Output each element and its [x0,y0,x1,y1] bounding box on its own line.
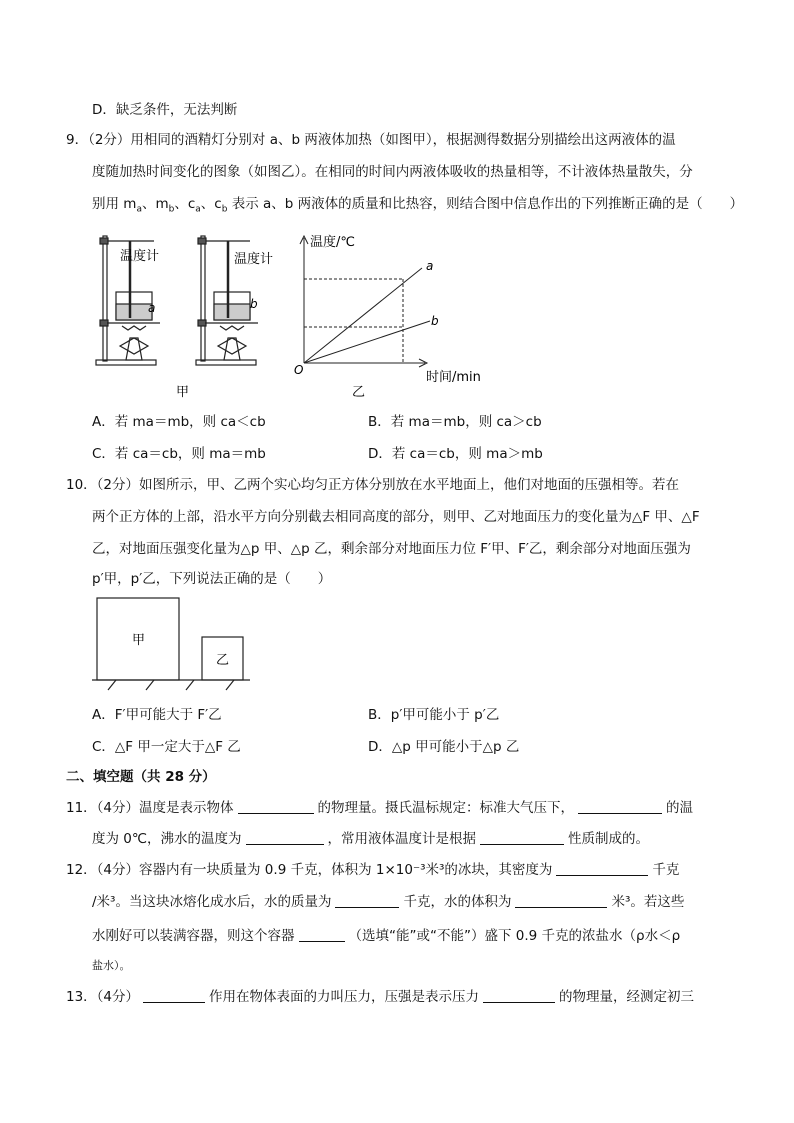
q13-blank-2[interactable] [483,988,555,1003]
q10-option-c: C．△F 甲一定大于△F 乙 [92,739,241,755]
q8-option-d: D．缺乏条件，无法判断 [92,102,238,118]
cube-yi-label: 乙 [216,653,230,668]
q9-option-a: A．若 ma＝mb，则 ca＜cb [92,414,266,430]
q13-blank-1[interactable] [143,988,205,1003]
q10-line-3: 乙，对地面压强变化量为△p 甲、△p 乙，剩余部分对地面压力位 F′甲、F′乙，剩余部分对地面压强为 [92,541,691,557]
thermometer-label-b: 温度计 [234,252,274,267]
q11-line-1: 11．（4分）温度是表示物体 的物理量。摄氏温标规定：标准大气压下， 的温 [66,800,694,816]
q10-line-4: p′甲，p′乙，下列说法正确的是（ ） [92,571,332,587]
q10-option-a: A．F′甲可能大于 F′乙 [92,707,222,723]
q12-line-2: /米³。当这块冰熔化成水后，水的质量为 千克，水的体积为 米³。若这些 [92,894,685,910]
line-a-label: a [426,259,434,273]
y-axis-label: 温度/℃ [310,235,355,250]
q13-line-1: 13．（4分） 作用在物体表面的力叫压力，压强是表示压力 的物理量，经测定初三 [66,989,695,1005]
q11-blank-4[interactable] [480,830,564,845]
q12-blank-4[interactable] [299,927,345,942]
q9-line-1: 9．（2分）用相同的酒精灯分别对 a、b 两液体加热（如图甲），根据测得数据分别描绘出这两液体的温 [66,132,676,148]
q10-line-1: 10．（2分）如图所示，甲、乙两个实心均匀正方体分别放在水平地面上，他们对地面的压强相等。若在 [66,477,680,493]
q9-option-d: D．若 ca＝cb，则 ma＞mb [368,446,543,462]
liquid-b-label: b [250,297,258,311]
line-a [304,268,422,363]
q12-blank-3[interactable] [515,893,607,908]
q12-blank-1[interactable] [556,861,648,876]
q9-figure [90,226,500,404]
q10-figure [92,596,252,696]
q12-line-4: 盐水）。 [92,959,131,972]
temperature-time-graph [300,236,430,367]
q10-option-b: B．p′甲可能小于 p′乙 [368,707,500,723]
q9-line-2: 度随加热时间变化的图象（如图乙）。在相同的时间内两液体吸收的热量相等，不计液体热量散失，分 [92,164,693,180]
q11-line-2: 度为 0℃，沸水的温度为 ，常用液体温度计是根据 性质制成的。 [92,831,650,847]
q9-line-3: 别用 $m_a$、$m_b$、$c_a$、$c_b$ 表示 a、b 两液体的质量和比热容，则结合图中信息作出的下列推断正确的是（ ） [92,196,744,215]
q10-option-d: D．△p 甲可能小于△p 乙 [368,739,520,755]
cube-jia-label: 甲 [132,633,146,648]
q12-blank-2[interactable] [335,893,399,908]
q9-option-c: C．若 ca＝cb，则 ma＝mb [92,446,266,462]
q12-line-1: 12．（4分）容器内有一块质量为 0.9 千克，体积为 1×10⁻³米³的冰块，其密度为 千克 [66,862,680,878]
q12-line-3: 水刚好可以装满容器，则这个容器 （选填“能”或“不能”）盛下 0.9 千克的浓盐水（ρ水＜ρ [92,928,681,944]
q11-blank-1[interactable] [238,799,314,814]
q9-option-b: B．若 ma＝mb，则 ca＞cb [368,414,542,430]
thermometer-label-a: 温度计 [120,249,160,264]
x-axis-label: 时间/min [426,370,481,385]
section-2-title: 二、填空题（共 28 分） [66,769,216,785]
q11-blank-2[interactable] [578,799,662,814]
q11-blank-3[interactable] [246,830,324,845]
line-b-label: b [431,314,439,328]
figure-yi-label: 乙 [352,385,366,400]
origin-label: O [294,363,304,377]
figure-jia-label: 甲 [176,385,190,400]
liquid-a-label: a [148,301,156,315]
q10-line-2: 两个正方体的上部，沿水平方向分别截去相同高度的部分，则甲、乙对地面压力的变化量为△F 甲、△F [92,509,700,525]
